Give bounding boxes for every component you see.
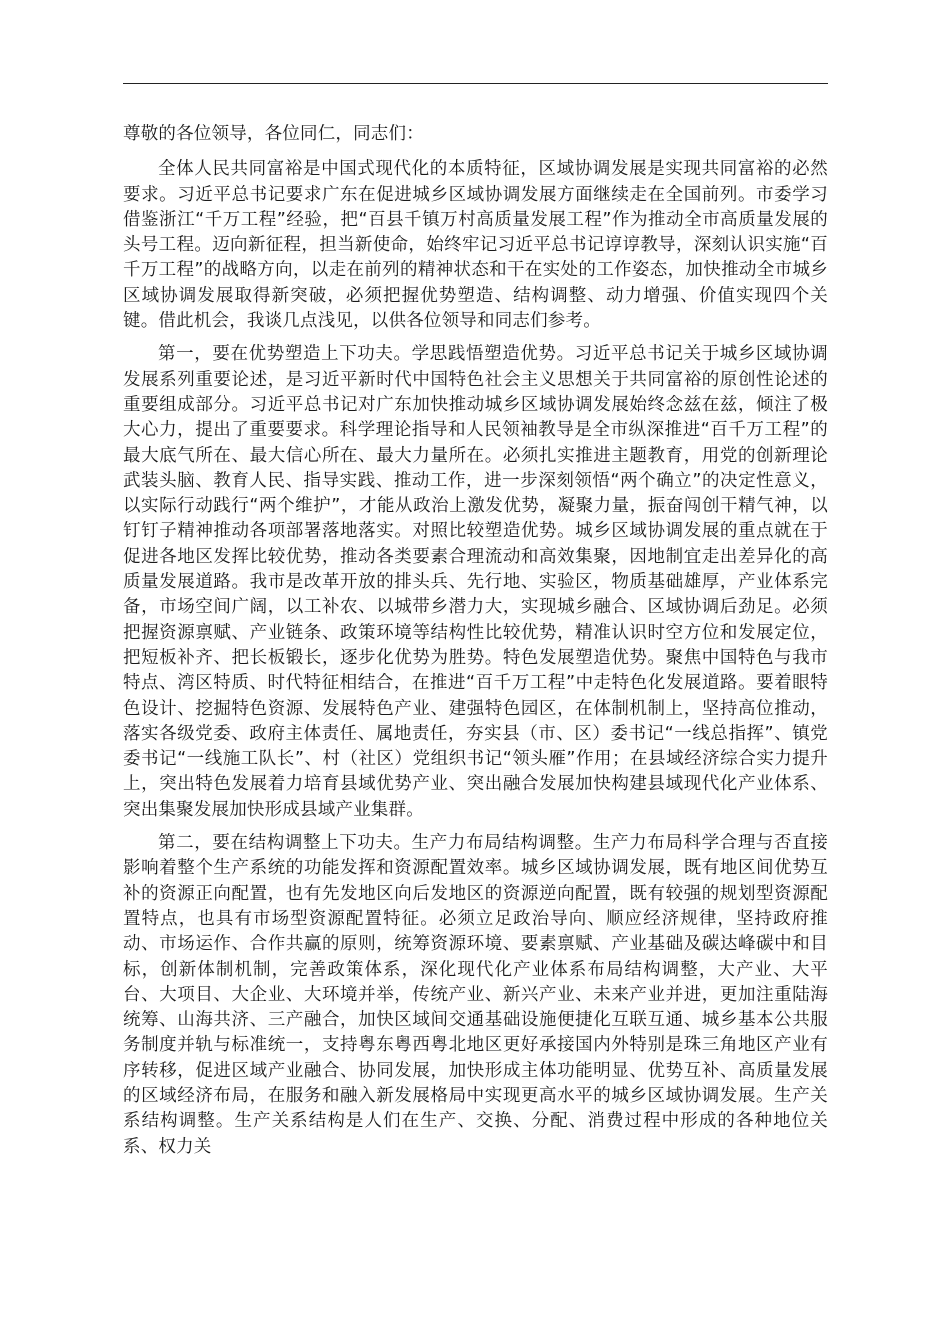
paragraph-first-point: 第一，要在优势塑造上下功夫。学思践悟塑造优势。习近平总书记关于城乡区域协调发展系列重要论述，是习近平新时代中国特色社会主义思想关于共同富裕的原创性论述的重要组成部分。习近平总书记对广东加快推动城乡区域协调发展始终念兹在兹，倾注了极大心力，提出了重要要求。科学理论指导和人民领袖教导是全市纵深推进“百千万工程”的最大底气所在、最大信心所在、最大力量所在。必须扎实推进主题教育，用党的创新理论武装头脑、教育人民、指导实践、推动工作，进一步深刻领悟“两个确立”的决定性意义，以实际行动践行“两个维护”，才能从政治上激发优势，凝聚力量，振奋闯创干精气神，以钉钉子精神推动各项部署落地落实。对照比较塑造优势。城乡区域协调发展的重点就在于促进各地区发挥比较优势，推动各类要素合理流动和高效集聚，因地制宜走出差异化的高质量发展道路。我市是改革开放的排头兵、先行地、实验区，物质基础雄厚，产业体系完备，市场空间广阔，以工补农、以城带乡潜力大，实现城乡融合、区域协调后劲足。必须把握资源禀赋、产业链条、政策环境等结构性比较优势，精准认识时空方位和发展定位，把短板补齐、把长板锻长，逐步化优势为胜势。特色发展塑造优势。聚焦中国特色与我市特点、湾区特质、时代特征相结合，在推进“百千万工程”中走特色化发展道路。要着眼特色设计、挖掘特色资源、发展特色产业、建强特色园区，在体制机制上，坚持高位推动，落实各级党委、政府主体责任、属地责任，夯实县（市、区）委书记“一线总指挥”、镇党委书记“一线施工队长”、村（社区）党组织书记“领头雁”作用；在县域经济综合实力提升上，突出特色发展着力培育县域优势产业、突出融合发展加快构建县域现代化产业体系、突出集聚发展加快形成县域产业集群。 (123, 344, 828, 820)
header-rule (123, 83, 828, 84)
paragraph-intro: 全体人民共同富裕是中国式现代化的本质特征，区域协调发展是实现共同富裕的必然要求。习近平总书记要求广东在促进城乡区域协调发展方面继续走在全国前列。市委学习借鉴浙江“千万工程”经验，把“百县千镇万村高质量发展工程”作为推动全市高质量发展的头号工程。迈向新征程，担当新使命，始终牢记习近平总书记谆谆教导，深刻认识实施“百千万工程”的战略方向，以走在前列的精神状态和干在实处的工作姿态，加快推动全市城乡区域协调发展取得新突破，必须把握优势塑造、结构调整、动力增强、价值实现四个关键。借此机会，我谈几点浅见，以供各位领导和同志们参考。 (123, 159, 828, 332)
paragraph-second-point: 第二，要在结构调整上下功夫。生产力布局结构调整。生产力布局科学合理与否直接影响着整个生产系统的功能发挥和资源配置效率。城乡区域协调发展，既有地区间优势互补的资源正向配置，也有先发地区向后发地区的资源逆向配置，既有较强的规划型资源配置特点，也具有市场型资源配置特征。必须立足政治导向、顺应经济规律，坚持政府推动、市场运作、合作共赢的原则，统筹资源环境、要素禀赋、产业基础及碳达峰碳中和目标，创新体制机制，完善政策体系，深化现代化产业体系布局结构调整，大产业、大平台、大项目、大企业、大环境并举，传统产业、新兴产业、未来产业并进，更加注重陆海统筹、山海共济、三产融合，加快区域间交通基础设施便捷化互联互通、城乡基本公共服务制度并轨与标准统一，支持粤东粤西粤北地区更好承接国内外特别是珠三角地区产业有序转移，促进区域产业融合、协同发展，加快形成主体功能明显、优势互补、高质量发展的区域经济布局，在服务和融入新发展格局中实现更高水平的城乡区域协调发展。生产关系结构调整。生产关系结构是人们在生产、交换、分配、消费过程中形成的各种地位关系、权力关 (123, 833, 828, 1157)
document-body (123, 122, 828, 1168)
salutation: 尊敬的各位领导，各位同仁，同志们： (123, 124, 424, 144)
